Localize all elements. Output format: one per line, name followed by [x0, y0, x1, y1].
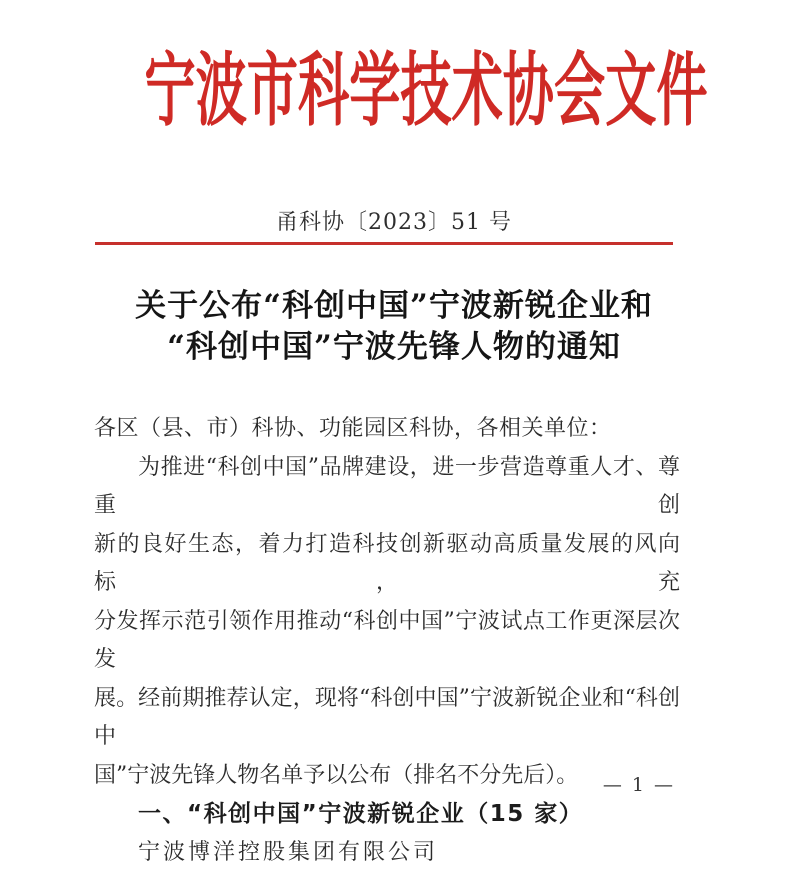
company-list-item: 宁波博洋控股集团有限公司 — [94, 834, 680, 872]
red-separator-rule — [95, 242, 673, 245]
letterhead — [0, 50, 788, 130]
paragraph-line: 国”宁波先锋人物名单予以公布（排名不分先后）。 — [94, 757, 680, 796]
page-number: — 1 — — [603, 774, 675, 796]
paragraph-line: 新的良好生态，着力打造科技创新驱动高质量发展的风向标，充 — [94, 526, 680, 603]
body-text — [94, 410, 680, 872]
salutation: 各区（县、市）科协、功能园区科协，各相关单位： — [94, 410, 680, 449]
paragraph-line: 展。经前期推荐认定，现将“科创中国”宁波新锐企业和“科创中 — [94, 680, 680, 757]
document-title-line2: “科创中国”宁波先锋人物的通知 — [0, 327, 788, 368]
document-title — [0, 286, 788, 368]
section-heading: 一、“科创中国”宁波新锐企业（15 家） — [94, 795, 680, 834]
letterhead-title: 宁波市科学技术协会文件 — [144, 50, 707, 130]
doc-number: 甬科协〔2023〕51 号 — [0, 210, 788, 236]
paragraph-line: 为推进“科创中国”品牌建设，进一步营造尊重人才、尊重创 — [94, 449, 680, 526]
paragraph-line: 分发挥示范引领作用推动“科创中国”宁波试点工作更深层次发 — [94, 603, 680, 680]
document-title-line1: 关于公布“科创中国”宁波新锐企业和 — [0, 286, 788, 327]
